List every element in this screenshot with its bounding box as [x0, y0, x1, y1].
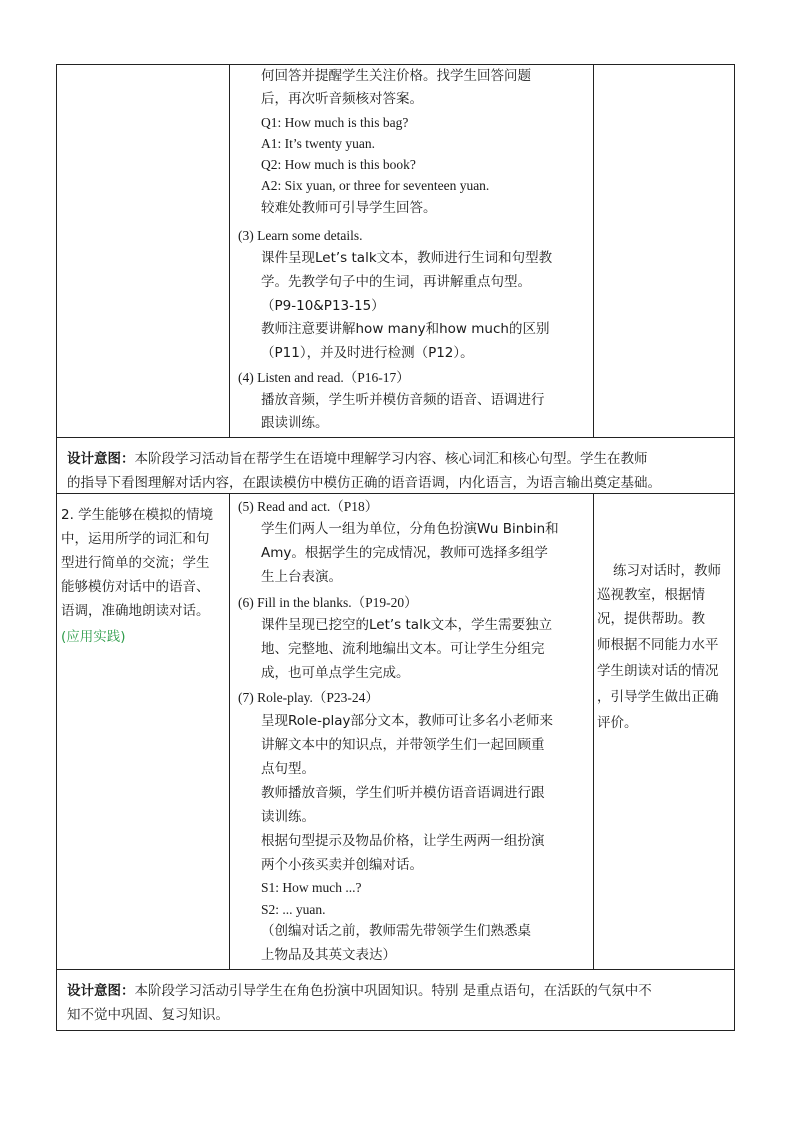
text-line: Q2: How much is this book?	[261, 157, 416, 172]
text-line: 课件呈现已挖空的Let’s talk文本，学生需要独立	[261, 617, 553, 633]
text-line: 语调，准确地朗读对话。	[61, 603, 210, 619]
text-line: S2: ... yuan.	[261, 902, 326, 917]
text-line: S1: How much ...?	[261, 880, 362, 895]
text-line: 型进行简单的交流；学生	[61, 555, 210, 571]
text-line: 评价。	[597, 715, 638, 731]
text-line: 教师播放音频，学生们听并模仿语音语调进行跟	[261, 785, 545, 801]
text-line: (7) Role-play.（P23-24）	[238, 690, 379, 705]
text-line: A1: It’s twenty yuan.	[261, 136, 375, 151]
text-line: (4) Listen and read.（P16-17）	[238, 370, 410, 385]
design-intent-label: 设计意图：	[67, 983, 135, 999]
text-line: 读训练。	[261, 809, 315, 825]
text-line: 学。先教学句子中的生词，再讲解重点句型。	[261, 274, 531, 290]
design-intent-1	[67, 447, 727, 495]
column-divider	[593, 65, 594, 437]
text-line: Q1: How much is this bag?	[261, 115, 409, 130]
text-line: 生上台表演。	[261, 569, 342, 585]
text-line: Amy。根据学生的完成情况，教师可选择多组学	[261, 545, 548, 561]
text-line: 况，提供帮助。教	[597, 611, 705, 627]
text-line: 地、完整地、流利地编出文本。可让学生分组完	[261, 641, 545, 657]
text-line: ，引导学生做出正确	[597, 689, 719, 705]
text-line: 讲解文本中的知识点，并带领学生们一起回顾重	[261, 737, 545, 753]
text-line: (5) Read and act.（P18）	[238, 499, 379, 514]
text-line: 师根据不同能力水平	[597, 637, 719, 653]
text-line: 根据句型提示及物品价格，让学生两两一组扮演	[261, 833, 545, 849]
text-line: 点句型。	[261, 761, 315, 777]
text-line: 何回答并提醒学生关注价格。找学生回答问题	[261, 68, 531, 84]
design-intent-2	[67, 979, 727, 1027]
text-line: 能够模仿对话中的语音、	[61, 579, 210, 595]
text-line: 练习对话时，教师	[613, 563, 721, 579]
text-line: 成，也可单点学生完成。	[261, 665, 410, 681]
column-divider	[229, 493, 230, 969]
text-line: A2: Six yuan, or three for seventeen yuan.	[261, 178, 490, 193]
text-line: （P9-10&P13-15）	[261, 298, 385, 314]
text-line: （创编对话之前，教师需先带领学生们熟悉桌	[261, 923, 531, 939]
category-tag: (应用实践)	[61, 629, 126, 645]
text-line: 学生们两人一组为单位，分角色扮演Wu Binbin和	[261, 521, 559, 537]
row-divider	[57, 437, 734, 438]
design-intent-text: 本阶段学习活动引导学生在角色扮演中巩固知识。特别 是重点语句，在活跃的气氛中不	[134, 983, 652, 999]
design-intent-text: 本阶段学习活动旨在帮学生在语境中理解学习内容、核心词汇和核心句型。学生在教师	[134, 451, 648, 467]
design-intent-text: 知不觉中巩固、复习知识。	[67, 1007, 229, 1023]
text-line: 上物品及其英文表达）	[261, 947, 396, 963]
text-line: 播放音频，学生听并模仿音频的语音、语调进行	[261, 392, 545, 408]
text-line: （P11），并及时进行检测（P12）。	[261, 345, 474, 361]
text-line: 教师注意要讲解how many和how much的区别	[261, 321, 550, 337]
lesson-plan-table	[56, 64, 735, 1031]
column-divider	[593, 493, 594, 969]
text-line: 跟读训练。	[261, 415, 329, 431]
text-line: 后，再次听音频核对答案。	[261, 91, 423, 107]
text-line: 较难处教师可引导学生回答。	[261, 200, 437, 216]
text-line: 学生朗读对话的情况	[597, 663, 719, 679]
text-line: (6) Fill in the blanks.（P19-20）	[238, 595, 418, 610]
column-divider	[229, 65, 230, 437]
text-line: 课件呈现Let’s talk文本，教师进行生词和句型教	[261, 250, 553, 266]
text-line: 呈现Role-play部分文本，教师可让多名小老师来	[261, 713, 554, 729]
text-line: 2. 学生能够在模拟的情境	[61, 507, 214, 523]
text-line: 两个小孩买卖并创编对话。	[261, 857, 423, 873]
design-intent-text: 的指导下看图理解对话内容，在跟读模仿中模仿正确的语音语调，内化语言，为语言输出奠定基础。	[67, 475, 661, 491]
text-line: (3) Learn some details.	[238, 228, 363, 243]
row-divider	[57, 969, 734, 970]
text-line: 巡视教室，根据情	[597, 587, 705, 603]
design-intent-label: 设计意图：	[67, 451, 135, 467]
text-line: 中，运用所学的词汇和句	[61, 531, 210, 547]
